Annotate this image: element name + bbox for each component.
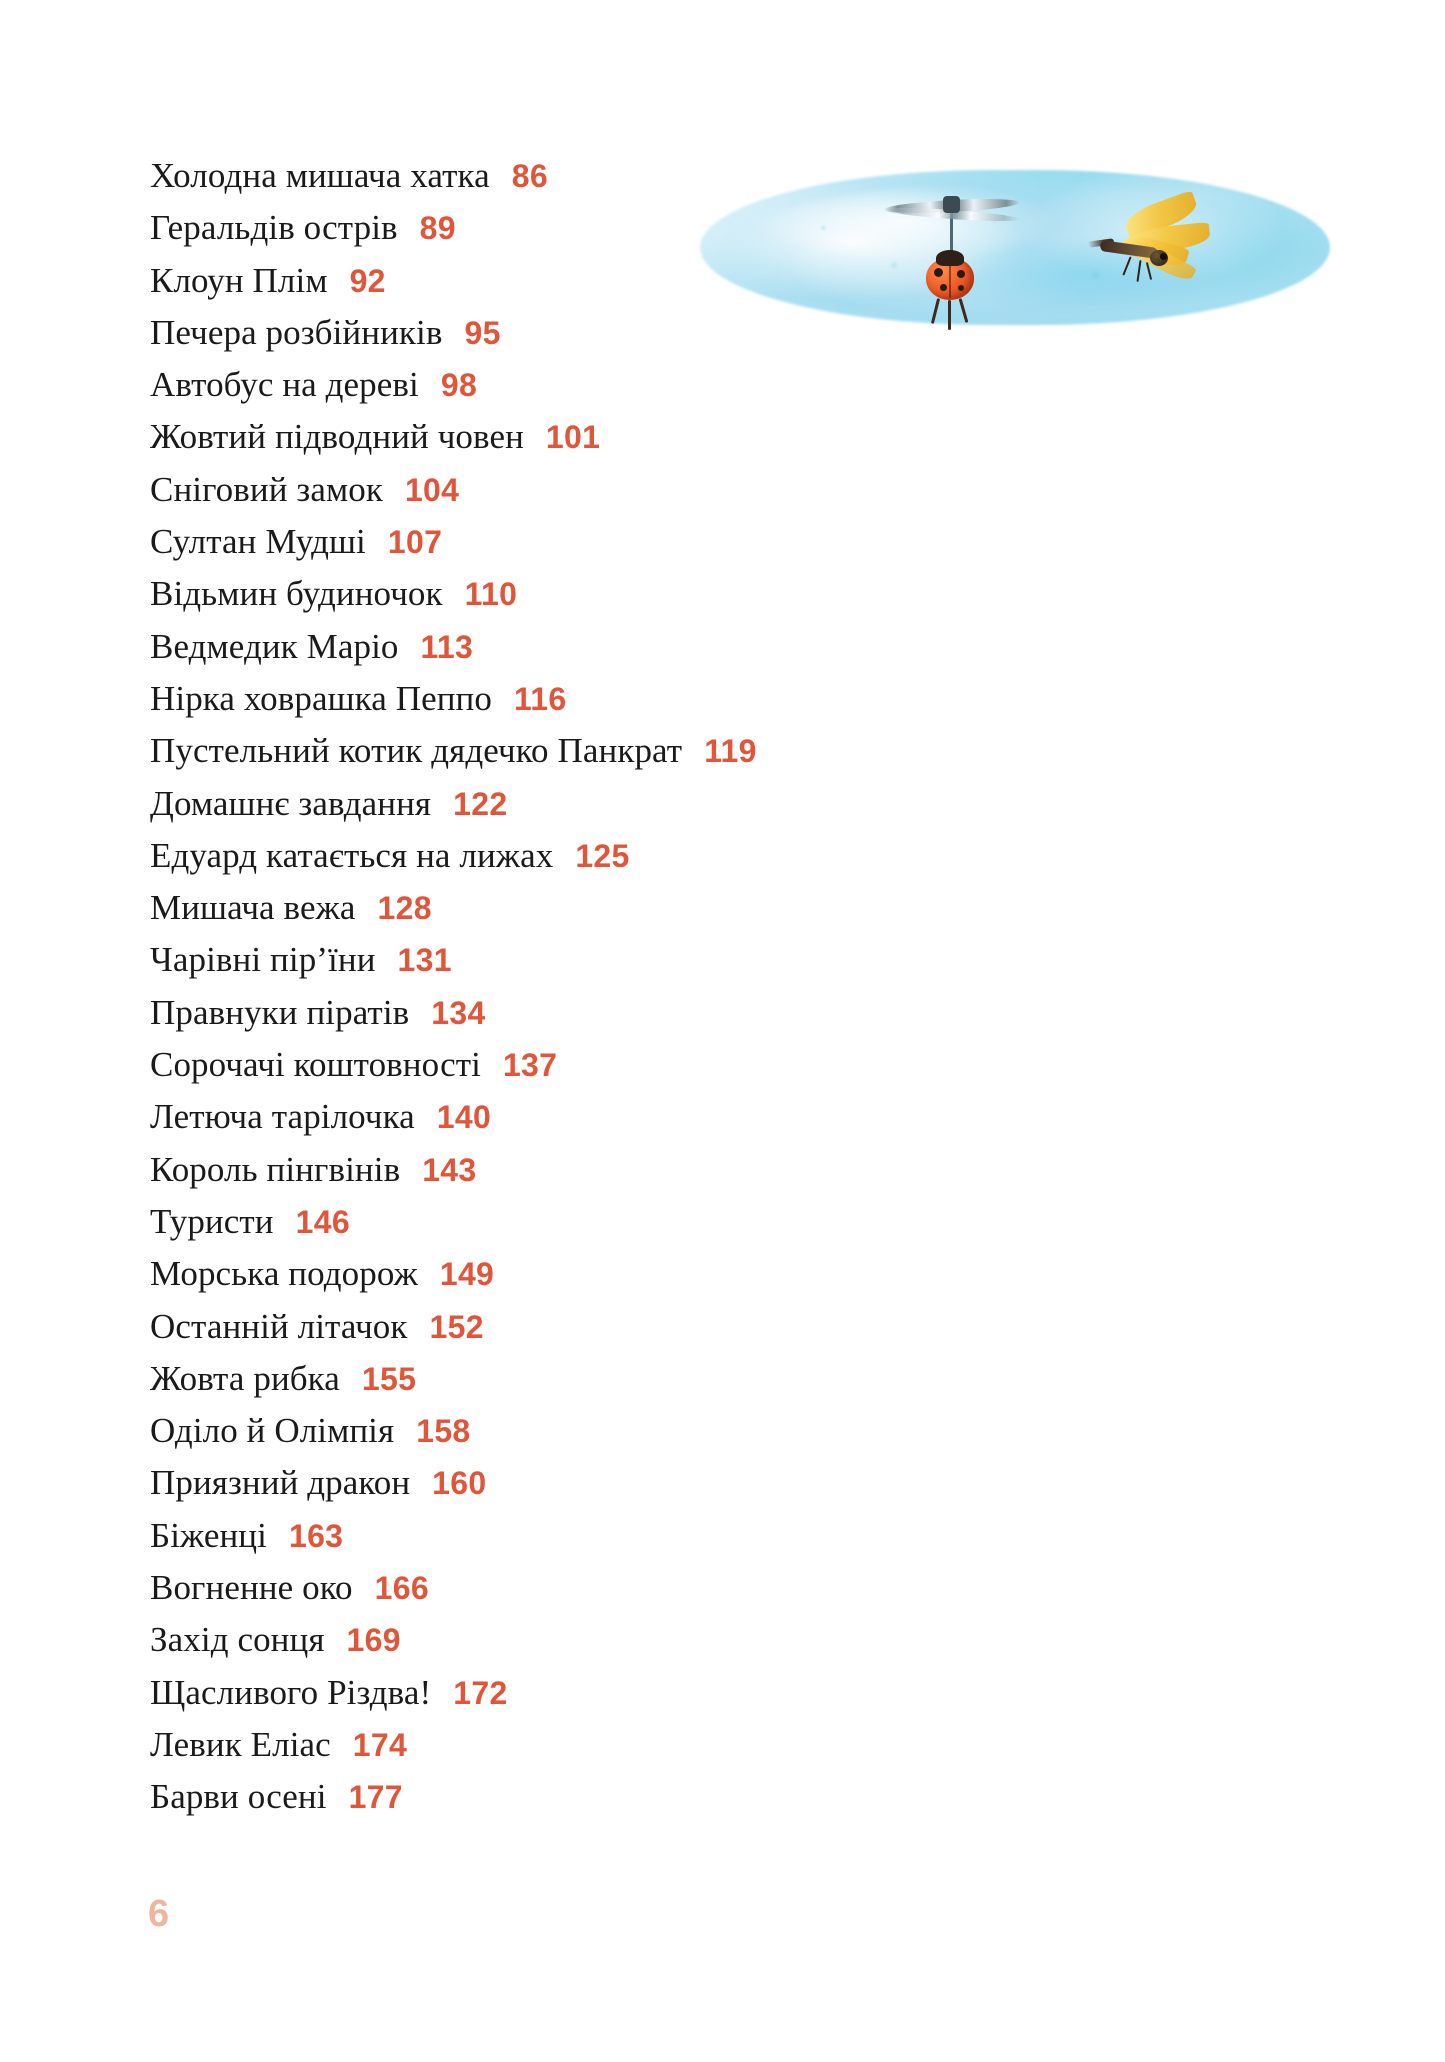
toc-entry-page-number: 101 <box>545 419 601 456</box>
toc-entry-page-number: 143 <box>422 1151 477 1188</box>
toc-entry[interactable] <box>150 1091 1250 1143</box>
toc-entry-page-number: 166 <box>374 1570 429 1607</box>
toc-entry[interactable] <box>150 1667 1250 1719</box>
toc-entry-title: Султан Мудші <box>150 522 366 562</box>
toc-entry-title: Пустельний котик дядечко Панкрат <box>150 731 683 771</box>
toc-entry[interactable] <box>150 1719 1250 1771</box>
toc-entry[interactable] <box>150 1039 1250 1091</box>
toc-entry[interactable] <box>150 673 1250 725</box>
toc-entry[interactable] <box>150 150 1250 202</box>
toc-entry-title: Останній літачок <box>150 1306 408 1346</box>
toc-entry[interactable] <box>150 1353 1250 1405</box>
toc-entry[interactable] <box>150 1405 1250 1457</box>
toc-entry[interactable] <box>150 411 1250 463</box>
toc-entry[interactable] <box>150 1562 1250 1614</box>
toc-entry[interactable] <box>150 934 1250 986</box>
toc-entry[interactable] <box>150 987 1250 1039</box>
toc-entry-title: Барви осені <box>150 1777 327 1817</box>
toc-entry-page-number: 128 <box>377 890 432 927</box>
toc-entry-title: Щасливого Різдва! <box>150 1672 432 1712</box>
toc-entry-title: Король пінгвінів <box>150 1149 401 1189</box>
toc-entry-page-number: 95 <box>464 314 501 351</box>
toc-entry-title: Ведмедик Маріо <box>150 626 399 666</box>
toc-entry[interactable] <box>150 464 1250 516</box>
toc-entry[interactable] <box>150 1457 1250 1509</box>
toc-entry-page-number: 169 <box>346 1622 401 1659</box>
toc-entry-title: Захід сонця <box>150 1620 325 1660</box>
toc-entry-page-number: 89 <box>419 210 456 247</box>
toc-entry[interactable] <box>150 307 1250 359</box>
toc-entry-title: Сніговий замок <box>150 469 383 509</box>
toc-entry-page-number: 122 <box>453 785 508 822</box>
toc-entry-title: Біженці <box>150 1515 267 1555</box>
toc-entry-page-number: 98 <box>440 367 478 404</box>
toc-entry-title: Сорочачі коштовності <box>150 1045 481 1085</box>
toc-entry-page-number: 113 <box>420 628 474 665</box>
toc-entry[interactable] <box>150 1614 1250 1666</box>
toc-entry-title: Холодна мишача хатка <box>150 156 490 195</box>
toc-entry[interactable] <box>150 778 1250 830</box>
toc-entry-page-number: 174 <box>352 1726 408 1763</box>
toc-entry[interactable] <box>150 1510 1250 1562</box>
toc-entry-title: Туристи <box>150 1201 274 1241</box>
toc-entry-page-number: 149 <box>439 1256 495 1293</box>
toc-entry-page-number: 110 <box>464 576 518 613</box>
toc-entry-page-number: 137 <box>502 1047 558 1084</box>
toc-entry-title: Правнуки піратів <box>150 992 410 1032</box>
toc-entry[interactable] <box>150 621 1250 673</box>
toc-entry-page-number: 172 <box>453 1674 508 1711</box>
toc-entry-title: Чарівні пір’їни <box>150 940 376 980</box>
toc-entry[interactable] <box>150 359 1250 411</box>
toc-entry-page-number: 131 <box>397 942 452 979</box>
toc-entry-page-number: 152 <box>429 1308 484 1345</box>
toc-entry-page-number: 119 <box>704 733 757 770</box>
toc-entry-title: Летюча тарілочка <box>150 1097 415 1137</box>
toc-entry[interactable] <box>150 1248 1250 1300</box>
toc-entry-title: Домашнє завдання <box>150 783 432 823</box>
toc-entry-title: Вогненне око <box>150 1568 353 1608</box>
toc-entry-title: Мишача вежа <box>150 888 356 928</box>
toc-entry[interactable] <box>150 255 1250 307</box>
table-of-contents <box>150 150 1250 1824</box>
page-number: 6 <box>148 1893 170 1935</box>
toc-entry-page-number: 177 <box>348 1779 403 1816</box>
toc-entry-title: Морська подорож <box>150 1254 418 1294</box>
toc-entry-title: Автобус на дереві <box>150 365 419 405</box>
toc-entry-page-number: 86 <box>511 158 548 194</box>
toc-entry-title: Оділо й Олімпія <box>150 1411 395 1451</box>
toc-entry[interactable] <box>150 1771 1250 1823</box>
toc-entry-page-number: 92 <box>349 262 386 299</box>
toc-entry-page-number: 163 <box>288 1517 344 1554</box>
toc-entry[interactable] <box>150 568 1250 620</box>
toc-entry-page-number: 140 <box>436 1099 492 1136</box>
toc-entry[interactable] <box>150 1301 1250 1353</box>
toc-entry-page-number: 160 <box>432 1465 487 1502</box>
toc-entry[interactable] <box>150 830 1250 882</box>
toc-entry-title: Едуард катається на лижах <box>150 835 554 875</box>
toc-entry-title: Левик Еліас <box>150 1724 331 1764</box>
toc-entry-title: Приязний дракон <box>150 1463 411 1503</box>
toc-entry-page-number: 146 <box>295 1203 350 1240</box>
toc-entry-page-number: 107 <box>387 524 443 561</box>
toc-entry-title: Нірка ховрашка Пеппо <box>150 678 492 718</box>
toc-entry-page-number: 134 <box>431 994 486 1031</box>
toc-entry-title: Жовта рибка <box>150 1358 340 1398</box>
toc-entry[interactable] <box>150 1144 1250 1196</box>
toc-entry-page-number: 104 <box>404 471 460 508</box>
toc-entry-page-number: 116 <box>513 680 567 717</box>
toc-entry-page-number: 158 <box>416 1413 471 1450</box>
toc-entry-title: Клоун Плім <box>150 260 328 300</box>
toc-entry-page-number: 155 <box>361 1360 417 1397</box>
toc-entry[interactable] <box>150 882 1250 934</box>
toc-entry[interactable] <box>150 725 1250 777</box>
toc-entry[interactable] <box>150 202 1250 254</box>
toc-entry-page-number: 125 <box>575 837 630 874</box>
toc-entry-title: Печера розбійників <box>150 312 443 352</box>
toc-entry[interactable] <box>150 1196 1250 1248</box>
toc-entry-title: Геральдів острів <box>150 208 398 248</box>
toc-entry[interactable] <box>150 516 1250 568</box>
toc-entry-title: Жовтий підводний човен <box>150 417 524 457</box>
toc-entry-title: Відьмин будиночок <box>150 574 443 614</box>
